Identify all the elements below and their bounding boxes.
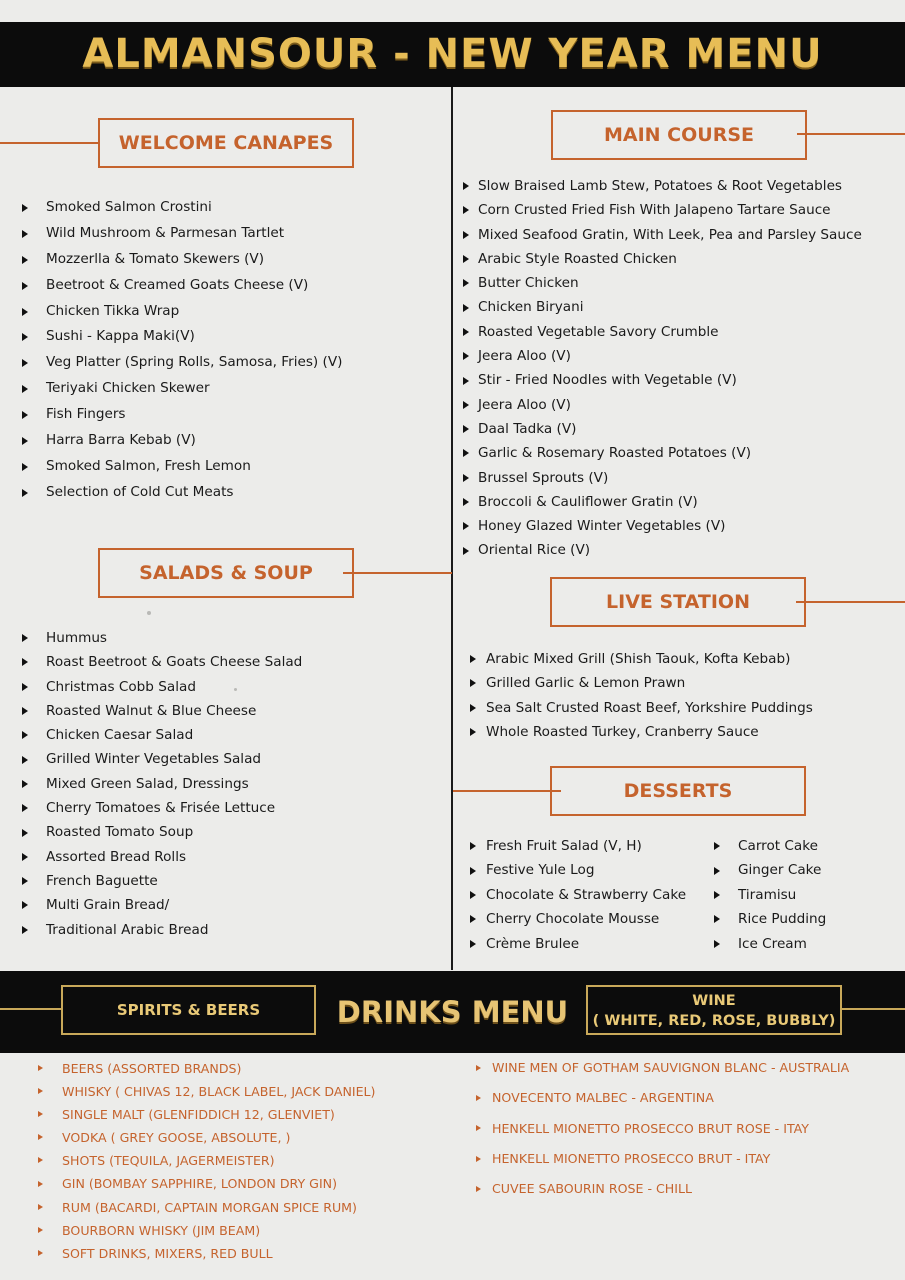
main-course-item-label: Oriental Rice (V) — [478, 542, 591, 559]
dessert-item — [470, 932, 710, 956]
bullet-arrow-icon — [463, 352, 469, 360]
canape-item — [22, 299, 442, 325]
dessert-item — [470, 907, 710, 931]
canapes-heading: WELCOME CANAPES — [98, 118, 354, 168]
main-course-item — [463, 417, 903, 441]
canape-item-label: Veg Platter (Spring Rolls, Samosa, Fries) (V) — [46, 354, 343, 371]
drinks-title: DRINKS MENU — [336, 995, 569, 1029]
bullet-arrow-icon — [470, 867, 476, 875]
canape-item-label: Harra Barra Kebab (V) — [46, 432, 196, 449]
main-course-item-label: Honey Glazed Winter Vegetables (V) — [478, 518, 726, 535]
bullet-arrow-icon — [22, 333, 28, 341]
salad-item-label: Traditional Arabic Bread — [46, 921, 209, 938]
bullet-arrow-icon — [22, 853, 28, 861]
wine-item-label: HENKELL MIONETTO PROSECCO BRUT ROSE - ITAY — [492, 1120, 809, 1136]
canape-item-label: Selection of Cold Cut Meats — [46, 483, 234, 500]
bullet-arrow-icon — [22, 658, 28, 666]
dessert-item — [714, 907, 894, 931]
salad-item-label: French Baguette — [46, 872, 158, 889]
spirit-item — [38, 1219, 458, 1242]
live-station-heading: LIVE STATION — [550, 577, 806, 627]
bullet-arrow-icon — [470, 704, 476, 712]
wine-item-label: CUVEE SABOURIN ROSE - CHILL — [492, 1181, 692, 1197]
canape-item — [22, 454, 442, 480]
spirit-item — [38, 1126, 458, 1149]
main-course-item — [463, 538, 903, 562]
bullet-arrow-icon — [714, 891, 720, 899]
salad-item — [22, 626, 442, 650]
main-course-item — [463, 320, 903, 344]
canape-item — [22, 480, 442, 506]
live-station-header-line — [796, 601, 905, 603]
dessert-item — [714, 834, 894, 858]
spirit-item — [38, 1080, 458, 1103]
salads-heading: SALADS & SOUP — [98, 548, 354, 598]
bullet-arrow-icon — [463, 522, 469, 530]
wine-list — [476, 1053, 901, 1204]
spirit-item-label: RUM (BACARDI, CAPTAIN MORGAN SPICE RUM) — [62, 1199, 357, 1215]
bullet-arrow-icon — [22, 437, 28, 445]
bullet-arrow-icon — [470, 728, 476, 736]
dessert-item-label: Ginger Cake — [738, 862, 822, 879]
live-station-item-label: Grilled Garlic & Lemon Prawn — [486, 675, 686, 692]
main-course-header-line — [797, 133, 905, 135]
live-station-item — [470, 671, 900, 695]
bullet-arrow-icon — [470, 915, 476, 923]
bullet-arrow-icon — [38, 1227, 43, 1233]
bullet-arrow-icon — [463, 206, 469, 214]
dessert-item-label: Chocolate & Strawberry Cake — [486, 886, 687, 903]
bullet-arrow-icon — [22, 230, 28, 238]
canape-item-label: Wild Mushroom & Parmesan Tartlet — [46, 224, 285, 241]
bullet-arrow-icon — [463, 231, 469, 239]
main-course-item — [463, 514, 903, 538]
bullet-arrow-icon — [470, 655, 476, 663]
salads-list — [22, 626, 442, 942]
dessert-item-label: Fresh Fruit Salad (V, H) — [486, 838, 642, 854]
canape-item-label: Sushi - Kappa Maki(V) — [46, 328, 195, 345]
column-divider — [451, 87, 453, 970]
canape-item-label: Beetroot & Creamed Goats Cheese (V) — [46, 276, 309, 293]
bullet-arrow-icon — [463, 449, 469, 457]
desserts-list-left — [470, 834, 710, 956]
main-course-item — [463, 490, 903, 514]
bullet-arrow-icon — [22, 829, 28, 837]
canape-item-label: Mozzerlla & Tomato Skewers (V) — [46, 250, 265, 267]
wine-item — [476, 1144, 901, 1174]
paper-speck — [234, 688, 237, 691]
bullet-arrow-icon — [38, 1134, 43, 1140]
canape-item — [22, 324, 442, 350]
main-course-item-label: Jeera Aloo (V) — [478, 348, 571, 365]
spirit-item-label: BOURBORN WHISKY (JIM BEAM) — [62, 1222, 261, 1238]
salad-item — [22, 893, 442, 917]
bullet-arrow-icon — [38, 1065, 43, 1071]
bullet-arrow-icon — [38, 1181, 43, 1187]
bullet-arrow-icon — [476, 1095, 481, 1101]
wine-heading-subtitle: ( WHITE, RED, ROSE, BUBBLY) — [592, 1013, 836, 1029]
dessert-item — [470, 883, 710, 907]
bullet-arrow-icon — [22, 731, 28, 739]
spirit-item-label: VODKA ( GREY GOOSE, ABSOLUTE, ) — [62, 1130, 291, 1146]
main-course-list — [463, 174, 903, 563]
salad-item — [22, 650, 442, 674]
salad-item-label: Multi Grain Bread/ — [46, 897, 170, 914]
salad-item — [22, 820, 442, 844]
bullet-arrow-icon — [476, 1125, 481, 1131]
canape-item-label: Fish Fingers — [46, 406, 126, 423]
bullet-arrow-icon — [22, 877, 28, 885]
dessert-item-label: Festive Yule Log — [486, 862, 595, 879]
live-station-item — [470, 647, 900, 671]
bullet-arrow-icon — [38, 1088, 43, 1094]
bullet-arrow-icon — [38, 1157, 43, 1163]
bullet-arrow-icon — [470, 842, 476, 850]
main-course-item-label: Slow Braised Lamb Stew, Potatoes & Root Vegetables — [478, 178, 843, 194]
main-course-item-label: Brussel Sprouts (V) — [478, 469, 609, 486]
spirit-item-label: SOFT DRINKS, MIXERS, RED BULL — [62, 1245, 273, 1261]
main-course-item — [463, 247, 903, 271]
live-station-item-label: Arabic Mixed Grill (Shish Taouk, Kofta Kebab) — [486, 651, 791, 667]
bullet-arrow-icon — [463, 498, 469, 506]
canape-item-label: Chicken Tikka Wrap — [46, 302, 180, 319]
spirit-item-label: SINGLE MALT (GLENFIDDICH 12, GLENVIET) — [62, 1107, 335, 1123]
main-course-item — [463, 368, 903, 392]
bullet-arrow-icon — [463, 401, 469, 409]
bullet-arrow-icon — [22, 926, 28, 934]
salad-item-label: Grilled Winter Vegetables Salad — [46, 751, 262, 768]
dessert-item — [714, 932, 894, 956]
salad-item-label: Roasted Tomato Soup — [46, 824, 194, 841]
paper-speck — [147, 611, 151, 615]
bullet-arrow-icon — [22, 463, 28, 471]
dessert-item — [470, 834, 710, 858]
desserts-list-right — [714, 834, 894, 956]
main-course-item-label: Stir - Fried Noodles with Vegetable (V) — [478, 372, 737, 389]
salad-item — [22, 918, 442, 942]
spirit-item-label: SHOTS (TEQUILA, JAGERMEISTER) — [62, 1153, 275, 1169]
main-course-heading: MAIN COURSE — [551, 110, 807, 160]
salad-item-label: Cherry Tomatoes & Frisée Lettuce — [46, 800, 276, 817]
dessert-item — [714, 883, 894, 907]
bullet-arrow-icon — [470, 679, 476, 687]
salad-item — [22, 675, 442, 699]
bullet-arrow-icon — [22, 359, 28, 367]
main-course-item — [463, 295, 903, 319]
bullet-arrow-icon — [476, 1156, 481, 1162]
canape-item — [22, 273, 442, 299]
main-course-item — [463, 174, 903, 198]
main-course-item — [463, 223, 903, 247]
bullet-arrow-icon — [22, 901, 28, 909]
bullet-arrow-icon — [22, 683, 28, 691]
canape-item-label: Smoked Salmon, Fresh Lemon — [46, 457, 251, 474]
bullet-arrow-icon — [470, 891, 476, 899]
bullet-arrow-icon — [463, 474, 469, 482]
live-station-item — [470, 696, 900, 720]
wine-item-label: WINE MEN OF GOTHAM SAUVIGNON BLANC - AUSTRALIA — [492, 1060, 850, 1075]
salads-header-line — [343, 572, 452, 574]
bullet-arrow-icon — [38, 1250, 43, 1256]
bullet-arrow-icon — [22, 204, 28, 212]
canape-item — [22, 428, 442, 454]
canapes-list — [22, 195, 442, 506]
salad-item-label: Mixed Green Salad, Dressings — [46, 775, 249, 792]
spirits-list — [38, 1057, 458, 1265]
live-station-item-label: Whole Roasted Turkey, Cranberry Sauce — [486, 723, 759, 740]
wine-item-label: HENKELL MIONETTO PROSECCO BRUT - ITAY — [492, 1150, 771, 1166]
canape-item — [22, 247, 442, 273]
wine-item-label: NOVECENTO MALBEC - ARGENTINA — [492, 1090, 714, 1106]
canape-item-label: Smoked Salmon Crostini — [46, 199, 212, 215]
live-station-item — [470, 720, 900, 744]
canape-item — [22, 221, 442, 247]
dessert-item-label: Ice Cream — [738, 935, 807, 952]
main-course-item-label: Mixed Seafood Gratin, With Leek, Pea and Parsley Sauce — [478, 226, 862, 243]
canape-item — [22, 195, 442, 221]
bullet-arrow-icon — [22, 282, 28, 290]
bullet-arrow-icon — [22, 308, 28, 316]
salad-item — [22, 796, 442, 820]
wine-header-line — [842, 1008, 905, 1010]
main-course-item-label: Jeera Aloo (V) — [478, 396, 571, 413]
main-course-item-label: Daal Tadka (V) — [478, 420, 577, 437]
wine-item — [476, 1083, 901, 1113]
salad-item-label: Chicken Caesar Salad — [46, 727, 194, 744]
spirits-heading: SPIRITS & BEERS — [61, 985, 316, 1035]
spirit-item — [38, 1196, 458, 1219]
wine-item — [476, 1114, 901, 1144]
dessert-item-label: Rice Pudding — [738, 911, 827, 928]
dessert-item-label: Carrot Cake — [738, 838, 819, 854]
spirit-item — [38, 1057, 458, 1080]
salad-item-label: Roast Beetroot & Goats Cheese Salad — [46, 654, 303, 671]
live-station-list — [470, 647, 900, 744]
salad-item — [22, 699, 442, 723]
bullet-arrow-icon — [463, 279, 469, 287]
bullet-arrow-icon — [463, 328, 469, 336]
spirit-item — [38, 1242, 458, 1265]
main-course-item — [463, 271, 903, 295]
bullet-arrow-icon — [463, 304, 469, 312]
spirit-item — [38, 1103, 458, 1126]
main-course-item-label: Corn Crusted Fried Fish With Jalapeno Tartare Sauce — [478, 202, 831, 219]
canape-item — [22, 402, 442, 428]
wine-heading-title: WINE — [692, 993, 736, 1009]
bullet-arrow-icon — [463, 255, 469, 263]
canapes-header-line — [0, 142, 98, 144]
bullet-arrow-icon — [714, 842, 720, 850]
wine-item — [476, 1174, 901, 1204]
main-course-item-label: Arabic Style Roasted Chicken — [478, 250, 677, 267]
desserts-heading: DESSERTS — [550, 766, 806, 816]
bullet-arrow-icon — [22, 780, 28, 788]
bullet-arrow-icon — [714, 915, 720, 923]
main-course-item-label: Roasted Vegetable Savory Crumble — [478, 323, 719, 340]
bullet-arrow-icon — [22, 256, 28, 264]
bullet-arrow-icon — [476, 1186, 481, 1192]
desserts-header-line — [453, 790, 561, 792]
main-course-item — [463, 344, 903, 368]
dessert-item-label: Crème Brulee — [486, 935, 580, 952]
bullet-arrow-icon — [463, 182, 469, 190]
bullet-arrow-icon — [38, 1204, 43, 1210]
dessert-item-label: Cherry Chocolate Mousse — [486, 911, 660, 928]
wine-item — [476, 1053, 901, 1083]
wine-heading — [586, 985, 842, 1035]
main-course-item-label: Chicken Biryani — [478, 299, 584, 316]
salad-item-label: Roasted Walnut & Blue Cheese — [46, 702, 257, 719]
canape-item — [22, 376, 442, 402]
main-course-item-label: Garlic & Rosemary Roasted Potatoes (V) — [478, 445, 752, 462]
bullet-arrow-icon — [22, 634, 28, 642]
salad-item — [22, 747, 442, 771]
bullet-arrow-icon — [22, 385, 28, 393]
bullet-arrow-icon — [463, 425, 469, 433]
spirits-header-line — [0, 1008, 61, 1010]
main-course-item-label: Butter Chicken — [478, 275, 579, 292]
bullet-arrow-icon — [22, 707, 28, 715]
spirit-item — [38, 1149, 458, 1172]
bullet-arrow-icon — [463, 377, 469, 385]
bullet-arrow-icon — [476, 1065, 481, 1071]
salad-item — [22, 845, 442, 869]
bullet-arrow-icon — [714, 867, 720, 875]
spirit-item-label: BEERS (ASSORTED BRANDS) — [62, 1061, 242, 1076]
live-station-item-label: Sea Salt Crusted Roast Beef, Yorkshire Puddings — [486, 699, 813, 716]
salad-item — [22, 869, 442, 893]
bullet-arrow-icon — [22, 804, 28, 812]
canape-item-label: Teriyaki Chicken Skewer — [46, 380, 210, 397]
bullet-arrow-icon — [22, 411, 28, 419]
spirit-item-label: WHISKY ( CHIVAS 12, BLACK LABEL, JACK DANIEL) — [62, 1084, 376, 1100]
bullet-arrow-icon — [22, 489, 28, 497]
bullet-arrow-icon — [463, 547, 469, 555]
main-course-item — [463, 198, 903, 222]
main-course-item — [463, 393, 903, 417]
dessert-item-label: Tiramisu — [738, 886, 797, 903]
bullet-arrow-icon — [38, 1111, 43, 1117]
dessert-item — [470, 858, 710, 882]
main-course-item — [463, 441, 903, 465]
salad-item-label: Christmas Cobb Salad — [46, 678, 196, 695]
salad-item-label: Assorted Bread Rolls — [46, 848, 187, 865]
bullet-arrow-icon — [470, 940, 476, 948]
salad-item — [22, 772, 442, 796]
bullet-arrow-icon — [22, 756, 28, 764]
dessert-item — [714, 858, 894, 882]
bullet-arrow-icon — [714, 940, 720, 948]
spirit-item-label: GIN (BOMBAY SAPPHIRE, LONDON DRY GIN) — [62, 1176, 337, 1192]
main-course-item — [463, 466, 903, 490]
salad-item — [22, 723, 442, 747]
salad-item-label: Hummus — [46, 630, 108, 646]
canape-item — [22, 350, 442, 376]
main-course-item-label: Broccoli & Cauliflower Gratin (V) — [478, 493, 698, 510]
spirit-item — [38, 1172, 458, 1195]
page-title: ALMANSOUR - NEW YEAR MENU — [82, 31, 823, 77]
